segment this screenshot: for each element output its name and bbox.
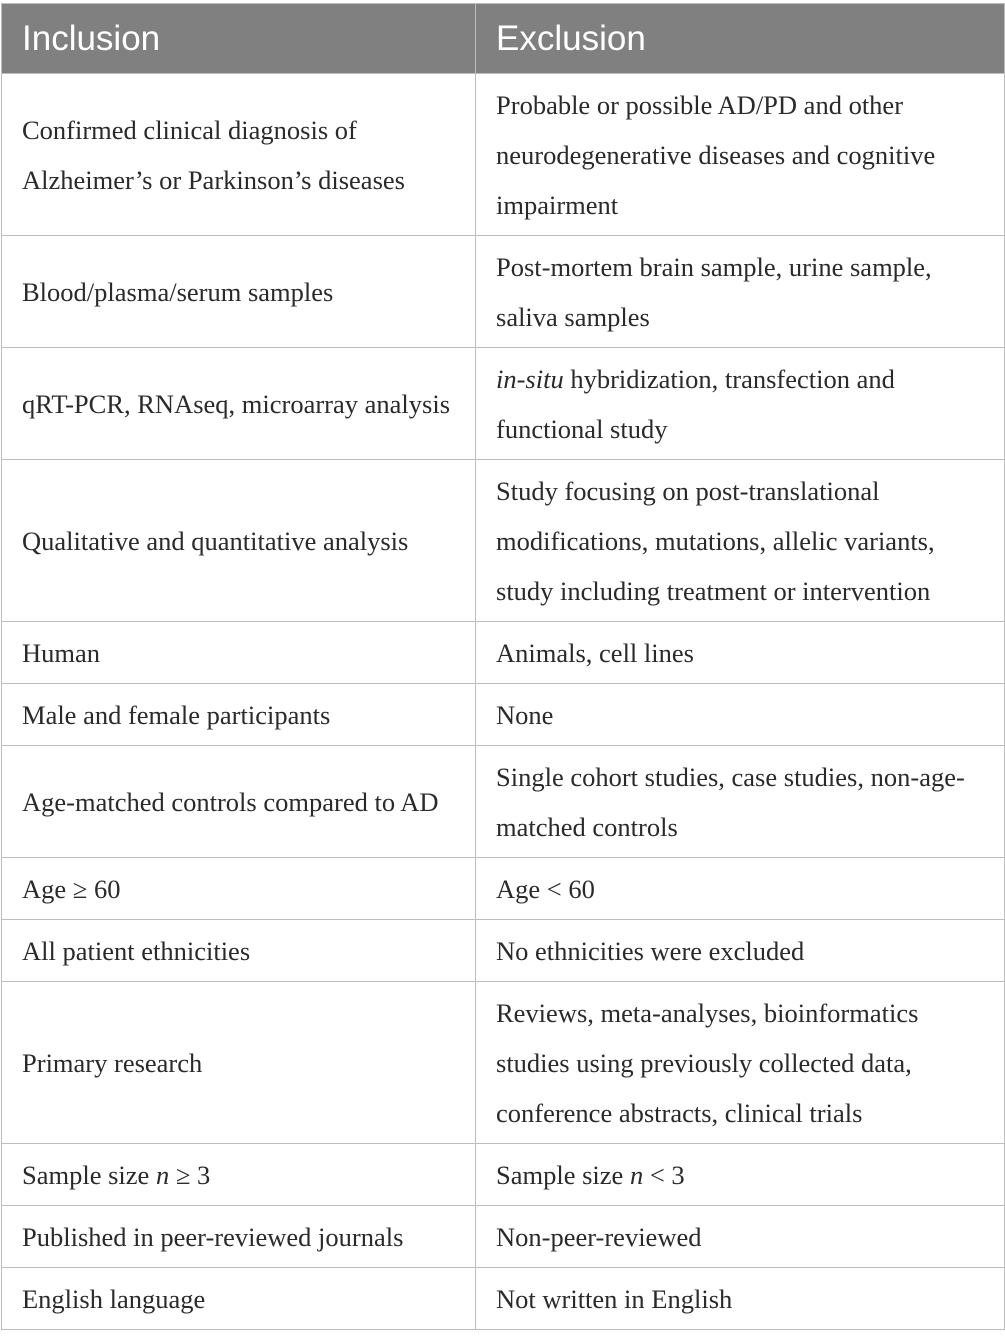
table-row xyxy=(2,982,1005,1144)
table-row xyxy=(2,1144,1005,1206)
exclusion-cell: Non-peer-reviewed xyxy=(476,1206,1005,1268)
exclusion-cell: Not written in English xyxy=(476,1268,1005,1330)
table-row xyxy=(2,622,1005,684)
inclusion-text: ≥ 3 xyxy=(169,1160,211,1190)
exclusion-cell xyxy=(476,348,1005,460)
exclusion-cell xyxy=(476,1144,1005,1206)
table-row xyxy=(2,1206,1005,1268)
exclusion-cell: Animals, cell lines xyxy=(476,622,1005,684)
table-row xyxy=(2,746,1005,858)
table-row xyxy=(2,74,1005,236)
inclusion-cell: Confirmed clinical diagnosis of Alzheimer’s or Parkinson’s diseases xyxy=(2,74,476,236)
exclusion-cell: Post-mortem brain sample, urine sample, saliva samples xyxy=(476,236,1005,348)
exclusion-cell: No ethnicities were excluded xyxy=(476,920,1005,982)
inclusion-cell: Age-matched controls compared to AD xyxy=(2,746,476,858)
table-row xyxy=(2,236,1005,348)
inclusion-cell xyxy=(2,1144,476,1206)
exclusion-cell: Probable or possible AD/PD and other neurodegenerative diseases and cognitive impairment xyxy=(476,74,1005,236)
exclusion-cell: Reviews, meta-analyses, bioinformatics studies using previously collected data, conference abstracts, clinical trials xyxy=(476,982,1005,1144)
table-row xyxy=(2,1268,1005,1330)
inclusion-cell: Primary research xyxy=(2,982,476,1144)
header-inclusion: Inclusion xyxy=(2,4,476,74)
inclusion-cell: Human xyxy=(2,622,476,684)
exclusion-text: Sample size xyxy=(496,1160,630,1190)
inclusion-cell: Qualitative and quantitative analysis xyxy=(2,460,476,622)
exclusion-cell: Age < 60 xyxy=(476,858,1005,920)
inclusion-cell: All patient ethnicities xyxy=(2,920,476,982)
exclusion-text: hybridization, transfection and functional study xyxy=(496,364,895,444)
inclusion-cell: Published in peer-reviewed journals xyxy=(2,1206,476,1268)
inclusion-cell: English language xyxy=(2,1268,476,1330)
header-exclusion: Exclusion xyxy=(476,4,1005,74)
criteria-table xyxy=(1,3,1005,1330)
header-row xyxy=(2,4,1005,74)
table-row xyxy=(2,460,1005,622)
table-row xyxy=(2,858,1005,920)
inclusion-text: Sample size xyxy=(22,1160,156,1190)
italic-term: in-situ xyxy=(496,364,564,394)
exclusion-cell: None xyxy=(476,684,1005,746)
italic-variable: n xyxy=(155,1160,170,1190)
table-row xyxy=(2,920,1005,982)
exclusion-cell: Single cohort studies, case studies, non-age-matched controls xyxy=(476,746,1005,858)
inclusion-cell: Blood/plasma/serum samples xyxy=(2,236,476,348)
inclusion-cell: qRT-PCR, RNAseq, microarray analysis xyxy=(2,348,476,460)
inclusion-cell: Age ≥ 60 xyxy=(2,858,476,920)
inclusion-cell: Male and female participants xyxy=(2,684,476,746)
italic-variable: n xyxy=(629,1160,644,1190)
table-row xyxy=(2,348,1005,460)
table-row xyxy=(2,684,1005,746)
exclusion-cell: Study focusing on post-translational modifications, mutations, allelic variants, study including treatment or intervention xyxy=(476,460,1005,622)
exclusion-text: < 3 xyxy=(643,1160,685,1190)
